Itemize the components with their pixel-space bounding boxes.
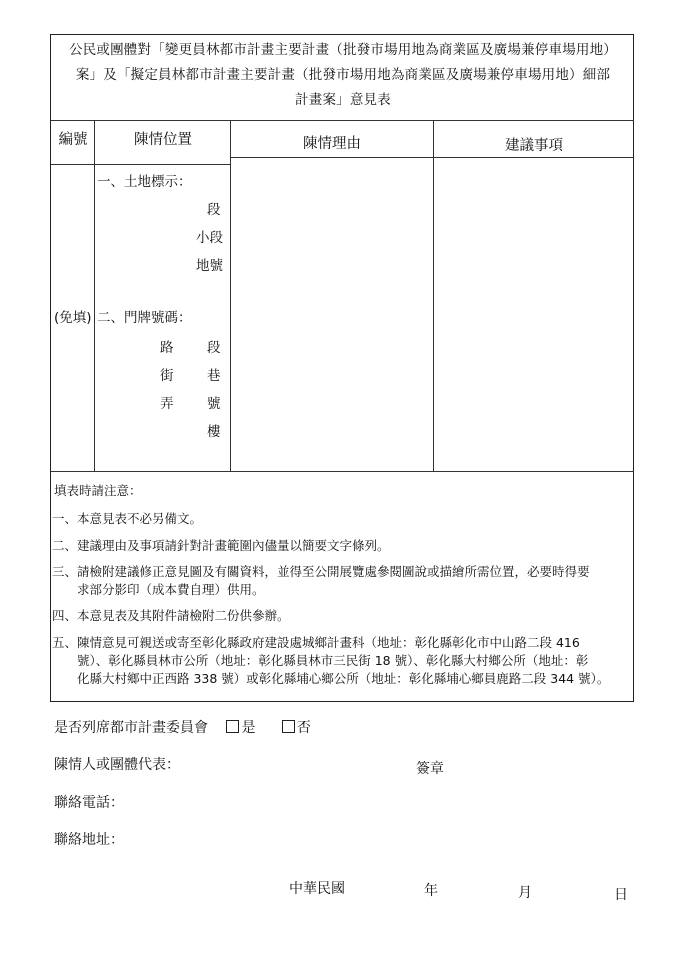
title-line-1: 公民或團體對「變更員林都市計畫主要計畫（批發市場用地為商業區及廣場兼停車場用地） bbox=[69, 42, 617, 58]
attend-yes-option[interactable] bbox=[226, 720, 259, 736]
attend-yes-label: 是 bbox=[241, 720, 256, 736]
header-suggestion: 建議事項 bbox=[505, 138, 563, 154]
form-title bbox=[52, 38, 634, 113]
header-location: 陳情位置 bbox=[134, 132, 192, 148]
note-item-5: 五、陳情意見可親送或寄至彰化縣政府建設處城鄉計畫科（地址：彰化縣彰化市中山路二段 416 bbox=[52, 635, 580, 650]
door-heading: 二、門牌號碼： bbox=[97, 310, 192, 326]
table-bottom-line bbox=[51, 471, 634, 472]
attend-no-option[interactable] bbox=[282, 720, 311, 736]
date-year: 年 bbox=[424, 883, 438, 899]
col-divider-2 bbox=[230, 120, 231, 472]
checkbox-no[interactable] bbox=[282, 720, 295, 733]
checkbox-yes[interactable] bbox=[226, 720, 239, 733]
title-line-2: 案」及「擬定員林都市計畫主要計畫（批發市場用地為商業區及廣場兼停車場用地）細部 bbox=[75, 67, 611, 83]
attend-label: 是否列席都市計畫委員會 bbox=[54, 720, 208, 736]
note-item-4: 四、本意見表及其附件請檢附二份供參辦。 bbox=[52, 608, 290, 623]
door-street: 街 bbox=[160, 368, 174, 384]
note-item-3-cont: 求部分影印（成本費自理）供用。 bbox=[77, 582, 265, 597]
land-heading: 一、土地標示： bbox=[97, 174, 192, 190]
date-month: 月 bbox=[518, 885, 532, 901]
header-top-line bbox=[51, 120, 634, 121]
note-item-5-cont-2: 化縣大村鄉中正西路 338 號）或彰化縣埔心鄉公所（地址：彰化縣埔心鄉員鹿路二段 344 號）。 bbox=[77, 671, 610, 686]
seal-label: 簽章 bbox=[416, 761, 444, 777]
door-lane: 巷 bbox=[207, 368, 221, 384]
col-divider-1 bbox=[94, 120, 95, 472]
notes-heading: 填表時請注意： bbox=[54, 483, 142, 498]
door-floor: 樓 bbox=[207, 424, 221, 440]
title-line-3: 計畫案」意見表 bbox=[295, 92, 391, 108]
date-day: 日 bbox=[614, 887, 628, 903]
note-item-5-cont-1: 號）、彰化縣員林市公所（地址：彰化縣員林市三民街 18 號）、彰化縣大村鄉公所（地址：彰 bbox=[77, 653, 589, 668]
header-id: 編號 bbox=[58, 132, 88, 148]
header-bottom-line-right bbox=[230, 157, 634, 158]
address-label: 聯絡地址： bbox=[54, 832, 124, 848]
note-item-3: 三、請檢附建議修正意見圖及有關資料，並得至公開展覽處參閱圖說或描繪所需位置，必要時得要 bbox=[52, 564, 590, 579]
door-number: 號 bbox=[207, 396, 221, 412]
land-field-section: 段 bbox=[207, 202, 221, 218]
attend-question bbox=[54, 717, 311, 737]
door-section: 段 bbox=[207, 340, 221, 356]
land-field-subsection: 小段 bbox=[196, 230, 223, 246]
door-road: 路 bbox=[160, 340, 174, 356]
header-reason: 陳情理由 bbox=[303, 136, 361, 152]
col-divider-3 bbox=[433, 120, 434, 472]
header-bottom-line-left bbox=[51, 164, 231, 165]
petitioner-label: 陳情人或團體代表： bbox=[54, 757, 180, 773]
door-alley: 弄 bbox=[160, 396, 174, 412]
land-field-lot-number: 地號 bbox=[196, 258, 223, 274]
attend-no-label: 否 bbox=[296, 720, 311, 736]
id-exempt-note: (免填) bbox=[54, 310, 92, 326]
phone-label: 聯絡電話： bbox=[54, 795, 124, 811]
note-item-1: 一、本意見表不必另備文。 bbox=[52, 511, 203, 526]
date-era: 中華民國 bbox=[289, 881, 345, 897]
note-item-2: 二、建議理由及事項請針對計畫範圍內儘量以簡要文字條列。 bbox=[52, 538, 390, 553]
